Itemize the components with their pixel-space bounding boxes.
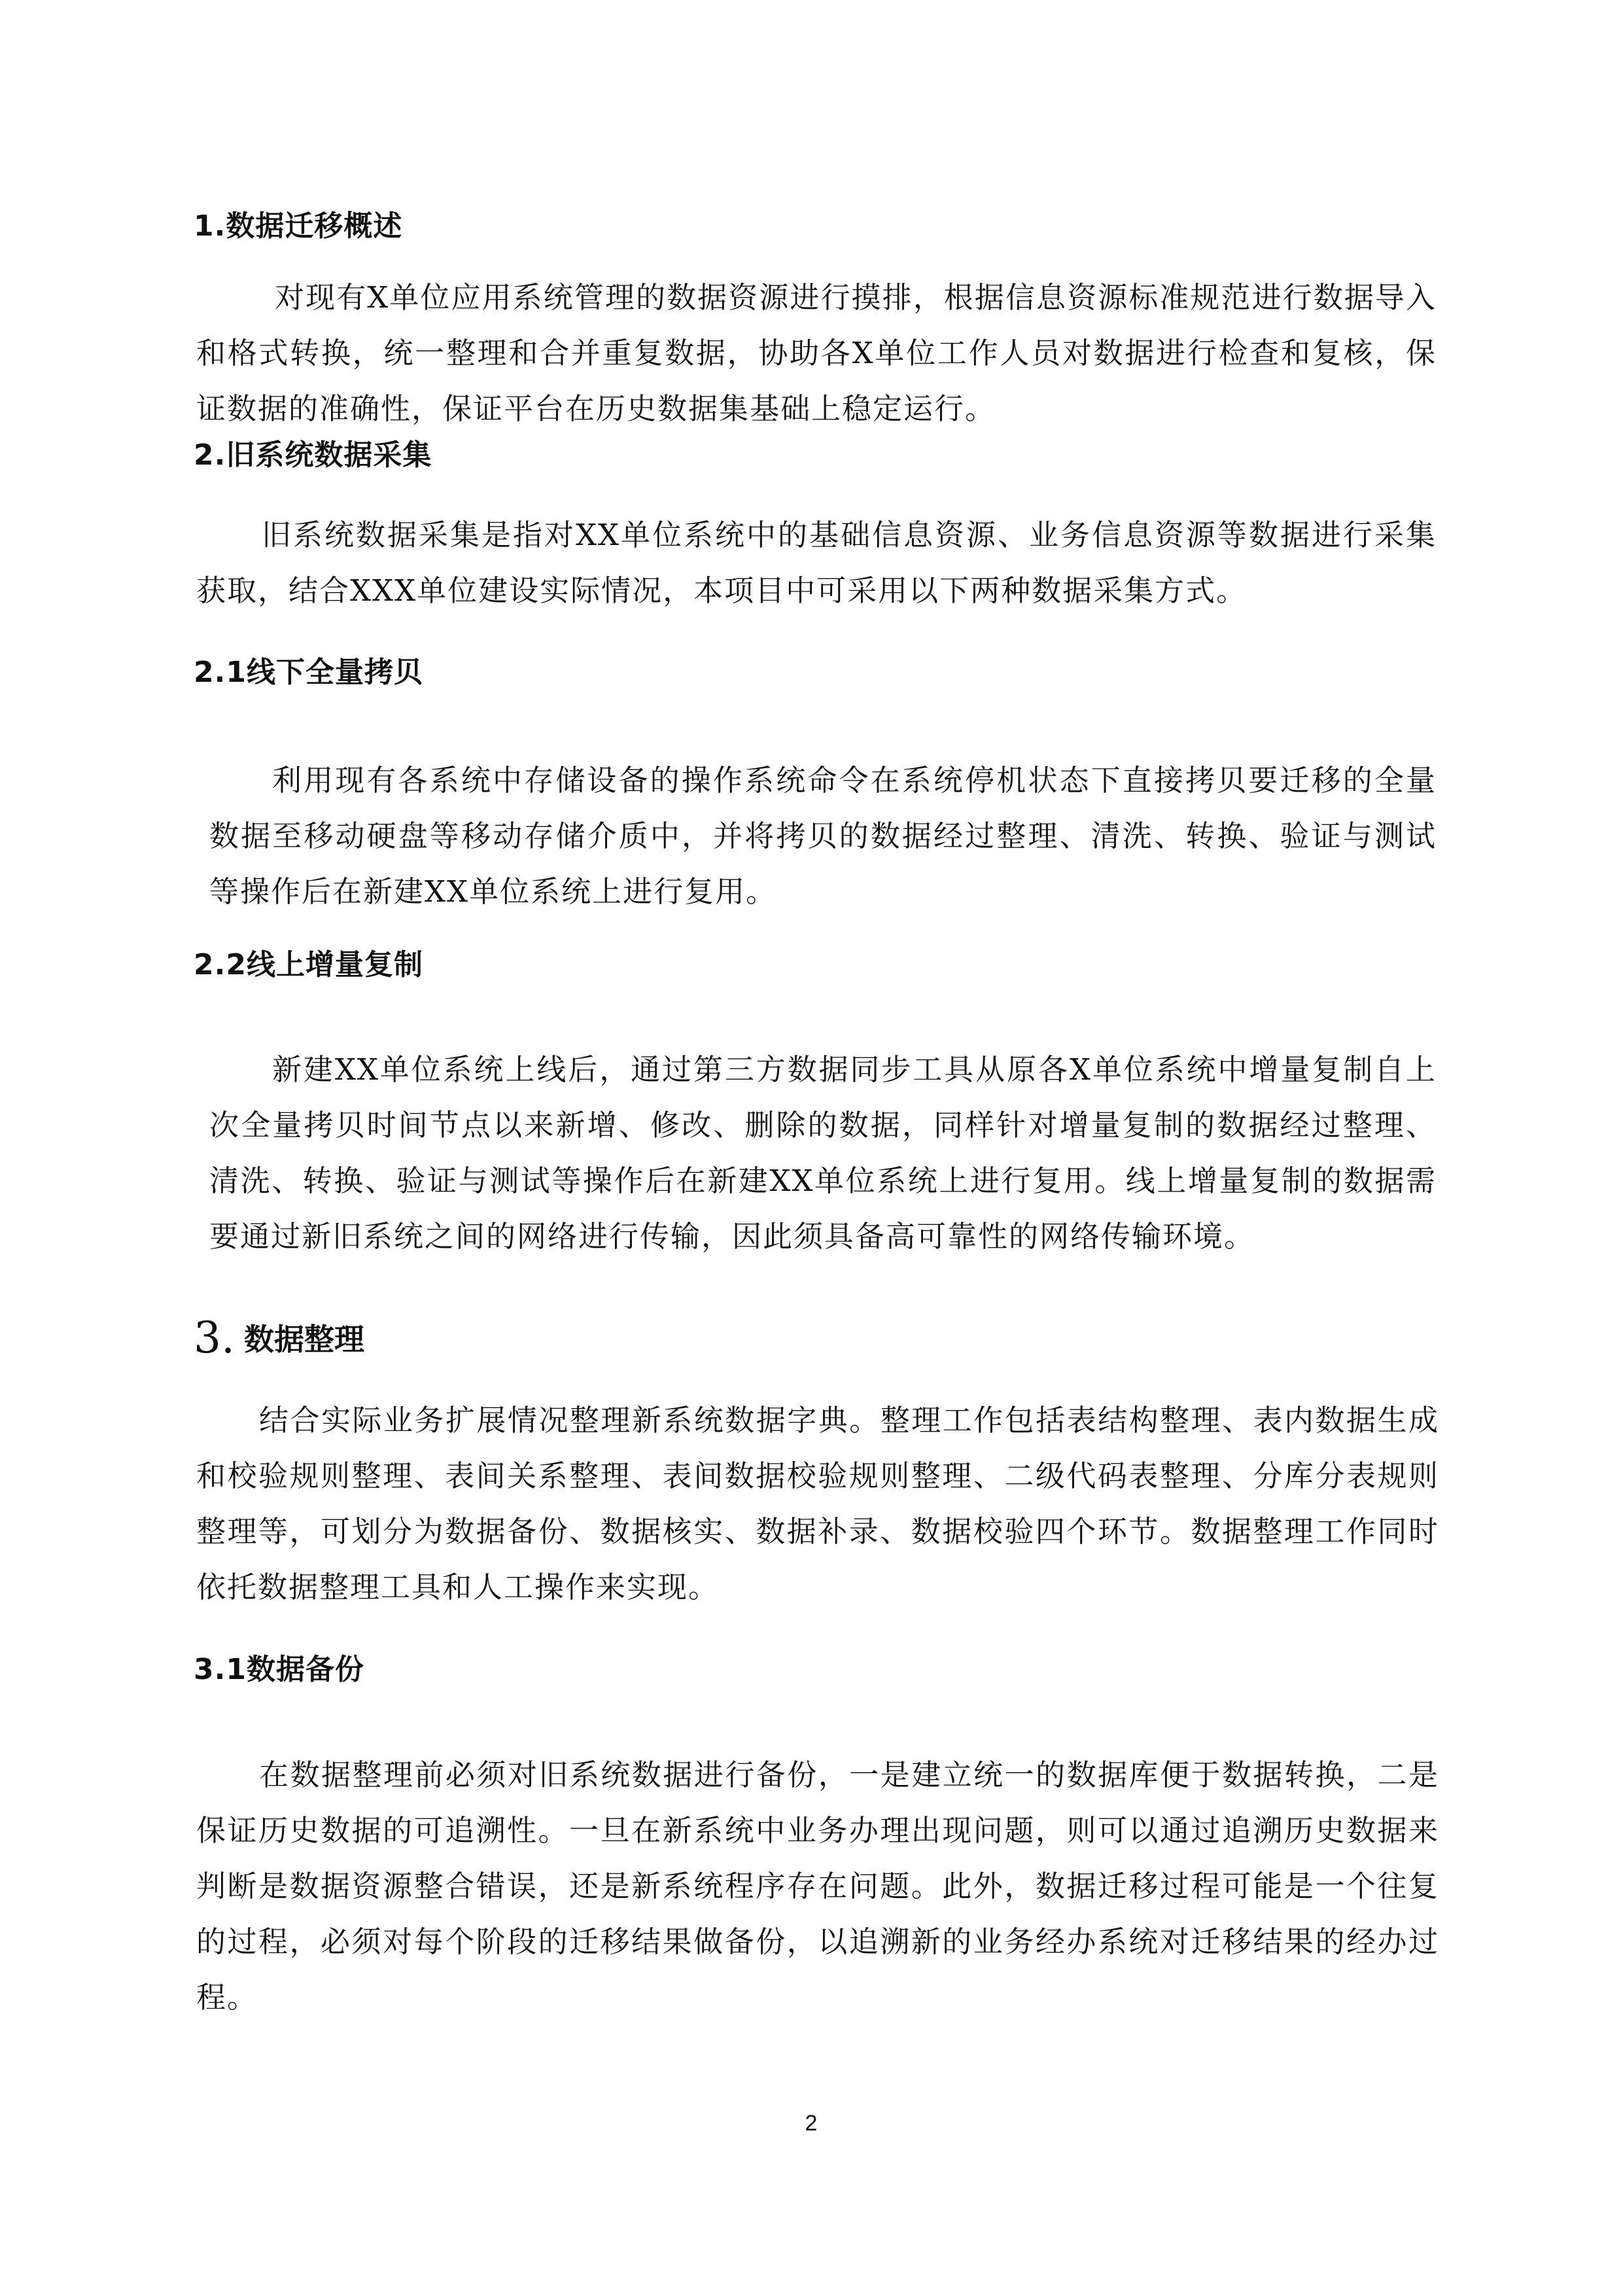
section-2-1-paragraph: 利用现有各系统中存储设备的操作系统命令在系统停机状态下直接拷贝要迁移的全量数据至移动硬盘等移动存储介质中，并将拷贝的数据经过整理、清洗、转换、验证与测试等操作后在新建XX单位系统上进行复用。 — [209, 763, 1437, 909]
section-3-heading-text: 数据整理 — [243, 1322, 364, 1357]
section-3-1-heading: 3.1数据备份 — [194, 1653, 364, 1686]
section-2-2-heading: 2.2线上增量复制 — [194, 948, 423, 981]
section-3-heading-number: 3. — [194, 1313, 235, 1363]
section-1-heading: 1.数据迁移概述 — [194, 209, 403, 243]
section-1-paragraph: 对现有X单位应用系统管理的数据资源进行摸排，根据信息资源标准规范进行数据导入和格式转换，统一整理和合并重复数据，协助各X单位工作人员对数据进行检查和复核，保证数据的准确性，保证平台在历史数据集基础上稳定运行。 — [196, 280, 1437, 426]
page-number: 2 — [805, 2111, 818, 2136]
section-2-2-paragraph: 新建XX单位系统上线后，通过第三方数据同步工具从原各X单位系统中增量复制自上次全量拷贝时间节点以来新增、修改、删除的数据，同样针对增量复制的数据经过整理、清洗、转换、验证与测试等操作后在新建XX单位系统上进行复用。线上增量复制的数据需要通过新旧系统之间的网络进行传输，因此须具备高可靠性的网络传输环境。 — [209, 1052, 1437, 1254]
section-2-heading: 2.旧系统数据采集 — [194, 438, 432, 472]
section-2-1-heading: 2.1线下全量拷贝 — [194, 656, 423, 689]
section-3-heading — [194, 1315, 364, 1362]
section-3-paragraph: 结合实际业务扩展情况整理新系统数据字典。整理工作包括表结构整理、表内数据生成和校验规则整理、表间关系整理、表间数据校验规则整理、二级代码表整理、分库分表规则整理等，可划分为数据备份、数据核实、数据补录、数据校验四个环节。数据整理工作同时依托数据整理工具和人工操作来实现。 — [196, 1403, 1439, 1604]
section-3-1-paragraph: 在数据整理前必须对旧系统数据进行备份，一是建立统一的数据库便于数据转换，二是保证历史数据的可追溯性。一旦在新系统中业务办理出现问题，则可以通过追溯历史数据来判断是数据资源整合错误，还是新系统程序存在问题。此外，数据迁移过程可能是一个往复的过程，必须对每个阶段的迁移结果做备份，以追溯新的业务经办系统对迁移结果的经办过程。 — [196, 1757, 1439, 2015]
section-2-paragraph: 旧系统数据采集是指对XX单位系统中的基础信息资源、业务信息资源等数据进行采集获取，结合XXX单位建设实际情况，本项目中可采用以下两种数据采集方式。 — [196, 518, 1437, 608]
